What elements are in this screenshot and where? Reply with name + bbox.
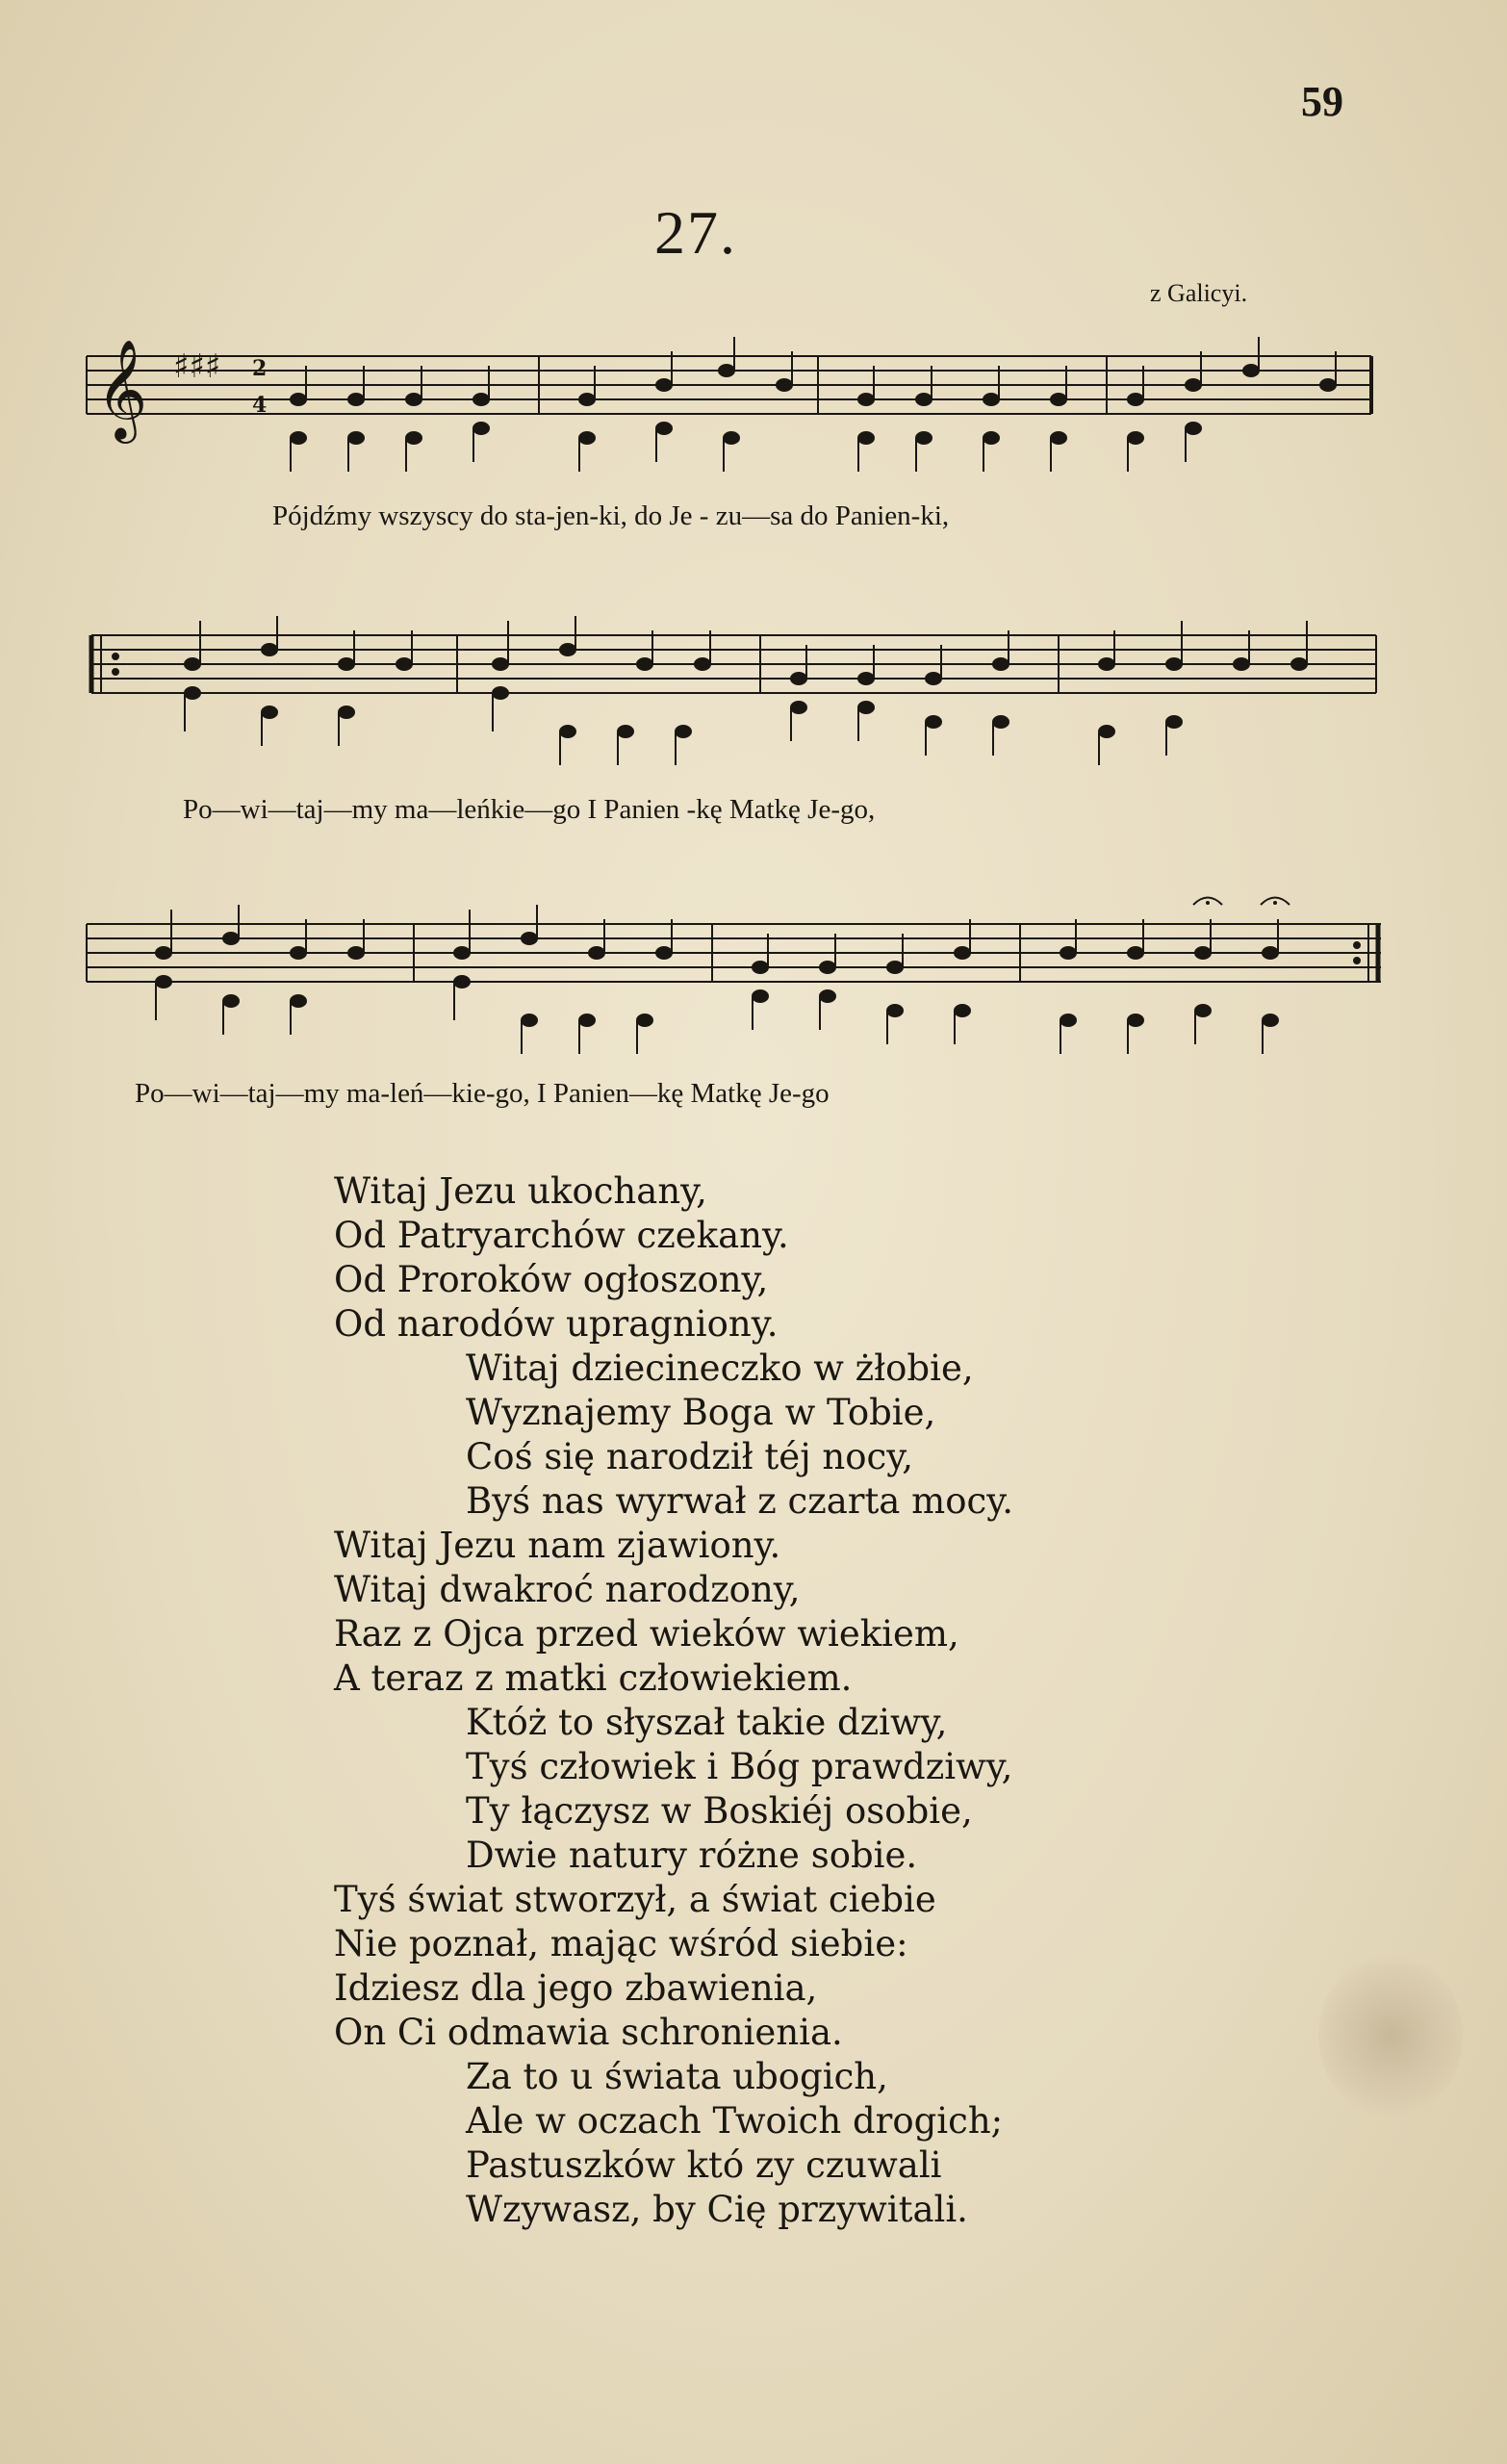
music-staff-3	[0, 886, 1507, 1097]
music-staff-2	[0, 597, 1507, 808]
music-staff-1	[0, 318, 1507, 510]
paper-stain	[1318, 1954, 1463, 2118]
verse-line: A teraz z matki człowiekiem.	[334, 1657, 853, 1699]
verse-line: Witaj Jezu ukochany,	[334, 1170, 707, 1212]
verse-line: Byś nas wyrwał z czarta mocy.	[466, 1480, 1013, 1522]
verse-line: Od Proroków ogłoszony,	[334, 1259, 769, 1300]
song-number: 27.	[654, 198, 737, 267]
lyrics-line-3: Po—wi—taj—my ma-leń—kie-go, I Panien—kę Matkę Je-go	[135, 1078, 830, 1109]
page-number: 59	[1301, 78, 1343, 125]
verse-line: Ty łączysz w Boskiéj osobie,	[466, 1790, 973, 1832]
verse-line: Któż to słyszał takie dziwy,	[466, 1702, 948, 1743]
verse-line: Idziesz dla jego zbawienia,	[334, 1967, 818, 2009]
verse-line: Coś się narodził téj nocy,	[466, 1436, 914, 1477]
svg-text:4: 4	[252, 393, 268, 418]
verses-block	[334, 1169, 1013, 2232]
song-origin: z Galicyi.	[1150, 279, 1248, 307]
verse-line: Wyznajemy Boga w Tobie,	[466, 1392, 936, 1433]
verse-line: Za to u świata ubogich,	[466, 2056, 888, 2097]
svg-text:♯♯♯: ♯♯♯	[173, 347, 221, 386]
verse-line: Dwie natury różne sobie.	[466, 1835, 918, 1876]
verse-line: Wzywasz, by Cię przywitali.	[466, 2189, 968, 2230]
svg-text:2: 2	[252, 356, 268, 381]
lyrics-line-1: Pójdźmy wszyscy do sta-jen-ki, do Je - zu—sa do Panien-ki,	[272, 500, 950, 531]
verse-line: Raz z Ojca przed wieków wiekiem,	[334, 1613, 959, 1655]
verse-line: On Ci odmawia schronienia.	[334, 2012, 843, 2053]
verse-line: Ale w oczach Twoich drogich;	[466, 2100, 1004, 2142]
verse-line: Witaj dziecineczko w żłobie,	[466, 1348, 974, 1389]
verse-line: Tyś człowiek i Bóg prawdziwy,	[466, 1746, 1013, 1787]
verse-line: Witaj Jezu nam zjawiony.	[334, 1525, 781, 1566]
verse-line: Nie poznał, mając wśród siebie:	[334, 1923, 908, 1964]
verse-line: Pastuszków któ zy czuwali	[466, 2144, 942, 2186]
verse-line: Od narodów upragniony.	[334, 1303, 779, 1345]
verse-line: Tyś świat stworzył, a świat ciebie	[334, 1879, 936, 1920]
verse-line: Od Patryarchów czekany.	[334, 1215, 789, 1256]
lyrics-line-2: Po—wi—taj—my ma—leńkie—go I Panien -kę Matkę Je-go,	[183, 794, 876, 825]
verse-line: Witaj dwakroć narodzony,	[334, 1569, 801, 1610]
svg-text:𝄞: 𝄞	[96, 339, 148, 440]
